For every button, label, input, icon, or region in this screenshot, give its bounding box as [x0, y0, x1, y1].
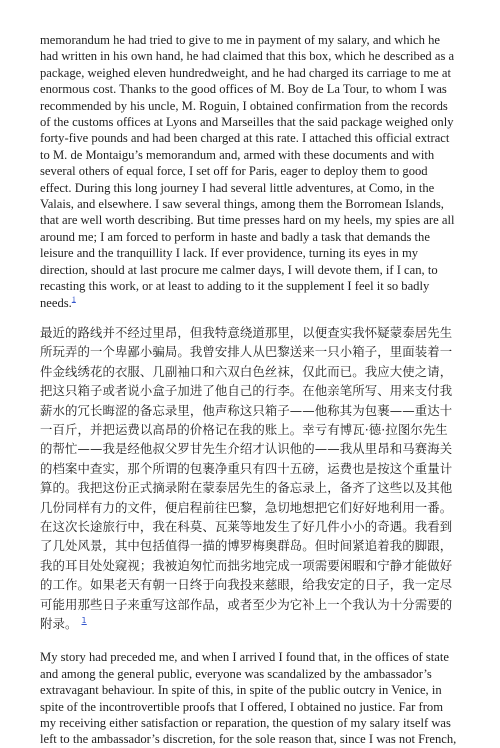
- document-page: [40, 32, 462, 748]
- english-paragraph-1-text: memorandum he had tried to give to me in payment of my salary, and which he had written in his own hand, he had claimed that this box, which he described as a package, weighed eleven hundredweight, and he had charged its carriage to me at enormous cost. Thanks to the good offices of M. Boy de La Tour, to whom I was recommended by his uncle, M. Roguin, I obtained confirmation from the records of the customs offices at Lyons and Marseilles that the said package weighed only forty-five pounds and had been charged at this rate. I attached this official extract to M. de Montaigu’s memorandum and, armed with these documents and with several others of equal force, I set off for Paris, eager to deploy them to good effect. During this long journey I had several little adventures, at Como, in the Valais, and elsewhere. I saw several things, among them the Borromean Islands, that are well worth describing. But time presses hard on my heels, my spies are all around me; I am forced to perform in haste and badly a task that demands the leisure and the tranquillity I lack. If ever providence, turning its eyes in my direction, should at last procure me calmer days, I will devote them, if I can, to recasting this work, or at least to adding to it the supplement I feel it so badly needs.: [40, 33, 455, 310]
- chinese-paragraph-1-text: 最近的路线并不经过里昂，但我特意绕道那里，以便查实我怀疑蒙泰居先生 所玩弄的一个卑鄙小骗局。我曾安排人从巴黎送来一只小箱子，里面装着一 件金线绣花的衣服、几副袖口和六双白色丝袜，仅此而已。我应大使之请， 把这只箱子或者说小盒子加进了他自己的行李。在他亲笔所写、用来支付我 薪水的冗长晦涩的备忘录里，他声称这只箱子——他称其为包裹——重达十 一百斤，并把运费以高昂的价格记在我的账上。幸亏有博瓦·德·拉图尔先生 的帮忙——我是经他叔父罗甘先生介绍才认识他的——我从里昂和马赛海关 的档案中查实，那个所谓的包裹净重只有四十五磅，运费也是按这个重量计 算的。我把这份正式摘录附在蒙泰居先生的备忘录上，备齐了这些以及其他 几份同样有力的文件，便启程前往巴黎，急切地想把它们好好地利用一番。 在这次长途旅行中，我在科莫、瓦莱等地发生了好几件小小的奇遇。我看到 了几处风景，其中包括值得一描的博罗梅奥群岛。但时间紧追着我的脚跟， 我的耳目处处窥视；我被迫匆忙而拙劣地完成一项需要闲暇和宁静才能做好 的工作。如果老天有朝一日终于向我投来慈眼，给我安定的日子，我一定尽 可能用那些日子来重写这部作品，或者至少为它补上一个我认为十分需要的 附录。: [40, 324, 453, 631]
- english-paragraph-1: [40, 32, 462, 311]
- footnote-link-1[interactable]: 1: [71, 294, 76, 304]
- footnote-link-2[interactable]: 1: [81, 615, 87, 625]
- chinese-paragraph-1: [40, 323, 462, 634]
- english-paragraph-2: My story had preceded me, and when I arrived I found that, in the offices of state and among the general public, everyone was scandalized by the ambassador’s extravagant behaviour. In spite of this, in spite of the public outcry in Venice, in spite of the incontrovertible proofs that I offered, I obtained no justice. Far from my receiving either satisfaction or reparation, the question of my salary itself was left to the ambassador’s discretion, for the sole reason that, since I was not French,: [40, 650, 457, 747]
